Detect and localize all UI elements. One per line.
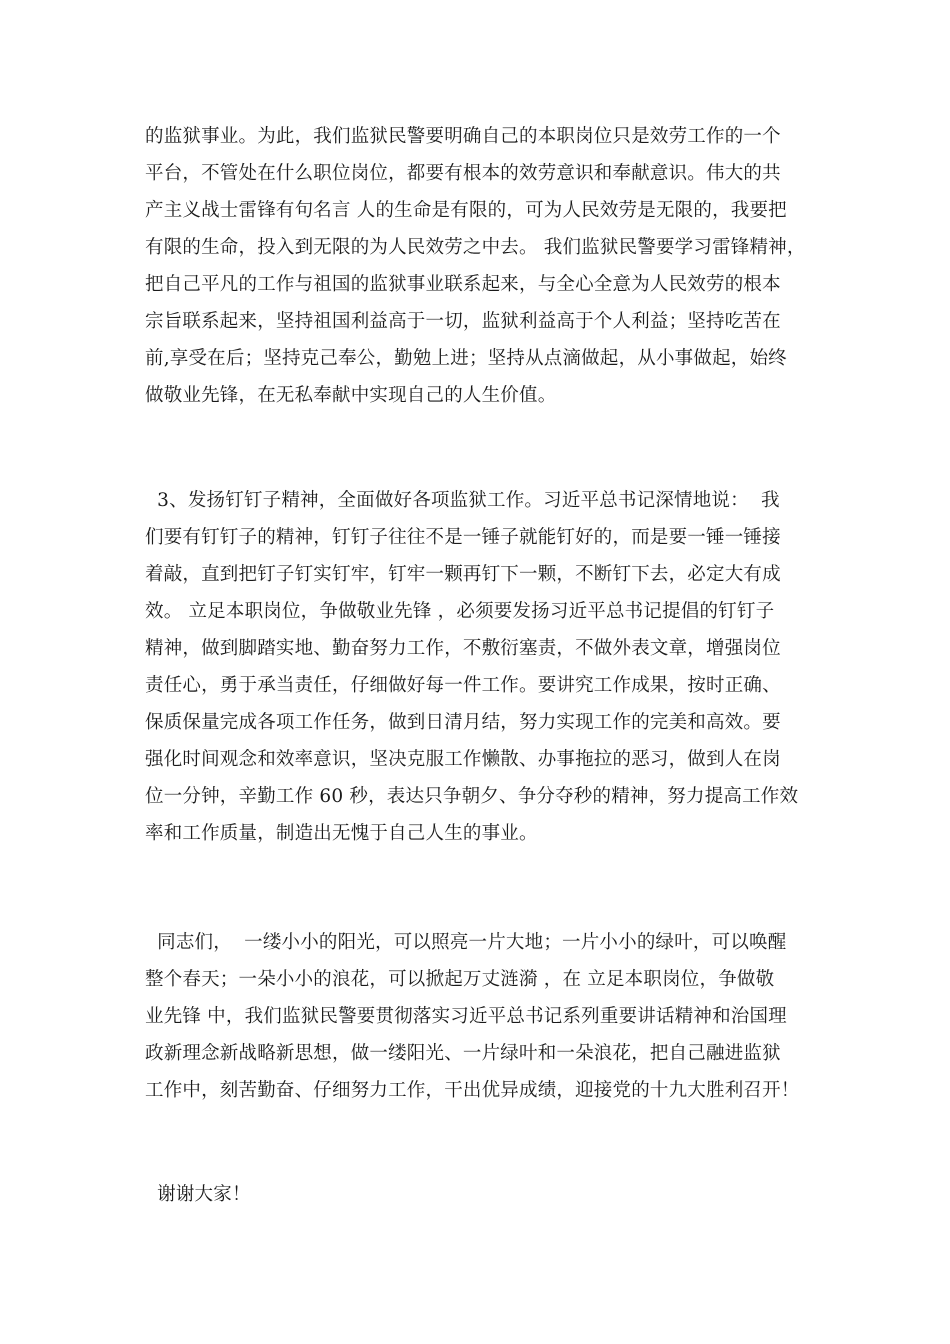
text-line: 强化时间观念和效率意识，坚决克服工作懒散、办事拖拉的恶习，做到人在岗 — [145, 749, 781, 770]
paragraph-nail-spirit — [145, 482, 825, 852]
text-line: 位一分钟，辛勤工作 60 秒，表达只争朝夕、争分夺秒的精神，努力提高工作效 — [145, 786, 799, 807]
paragraph-comrades — [145, 924, 825, 1109]
text-line: 责任心，勇于承当责任，仔细做好每一件工作。要讲究工作成果，按时正确、 — [145, 675, 781, 696]
text-line: 同志们， 一缕小小的阳光，可以照亮一片大地；一片小小的绿叶，可以唤醒 — [145, 932, 787, 953]
text-line: 有限的生命，投入到无限的为人民效劳之中去。 我们监狱民警要学习雷锋精神， — [145, 237, 806, 258]
text-line: 宗旨联系起来，坚持祖国利益高于一切，监狱利益高于个人利益；坚持吃苦在 — [145, 311, 781, 332]
text-line: 业先锋 中，我们监狱民警要贯彻落实习近平总书记系列重要讲话精神和治国理 — [145, 1006, 787, 1027]
text-line: 做敬业先锋，在无私奉献中实现自己的人生价值。 — [145, 385, 557, 406]
text-line: 保质保量完成各项工作任务，做到日清月结，努力实现工作的完美和高效。要 — [145, 712, 781, 733]
text-line: 效。 立足本职岗位，争做敬业先锋 ，必须要发扬习近平总书记提倡的钉钉子 — [145, 601, 775, 622]
text-line: 们要有钉钉子的精神，钉钉子往往不是一锤子就能钉好的，而是要一锤一锤接 — [145, 527, 781, 548]
text-line: 平台，不管处在什么职位岗位，都要有根本的效劳意识和奉献意识。伟大的共 — [145, 163, 781, 184]
text-line: 着敲，直到把钉子钉实钉牢，钉牢一颗再钉下一颗，不断钉下去，必定大有成 — [145, 564, 781, 585]
text-line: 政新理念新战略新思想，做一缕阳光、一片绿叶和一朵浪花，把自己融进监狱 — [145, 1043, 781, 1064]
text-line: 3、发扬钉钉子精神，全面做好各项监狱工作。习近平总书记深情地说： 我 — [145, 490, 780, 511]
text-line: 把自己平凡的工作与祖国的监狱事业联系起来，与全心全意为人民效劳的根本 — [145, 274, 781, 295]
closing-text: 谢谢大家！ — [145, 1184, 251, 1205]
text-line: 精神，做到脚踏实地、勤奋努力工作，不敷衍塞责，不做外表文章，增强岗位 — [145, 638, 781, 659]
text-line: 工作中，刻苦勤奋、仔细努力工作，干出优异成绩，迎接党的十九大胜利召开！ — [145, 1080, 800, 1101]
text-line: 产主义战士雷锋有句名言 人的生命是有限的，可为人民效劳是无限的，我要把 — [145, 200, 787, 221]
text-line: 的监狱事业。为此，我们监狱民警要明确自己的本职岗位只是效劳工作的一个 — [145, 126, 781, 147]
text-line: 前,享受在后；坚持克己奉公，勤勉上进；坚持从点滴做起，从小事做起，始终 — [145, 348, 787, 369]
paragraph-closing — [145, 1176, 825, 1213]
text-line: 率和工作质量，制造出无愧于自己人生的事业。 — [145, 823, 538, 844]
text-line: 整个春天；一朵小小的浪花，可以掀起万丈涟漪 ，在 立足本职岗位，争做敬 — [145, 969, 775, 990]
paragraph-lei-feng-spirit — [145, 118, 825, 414]
